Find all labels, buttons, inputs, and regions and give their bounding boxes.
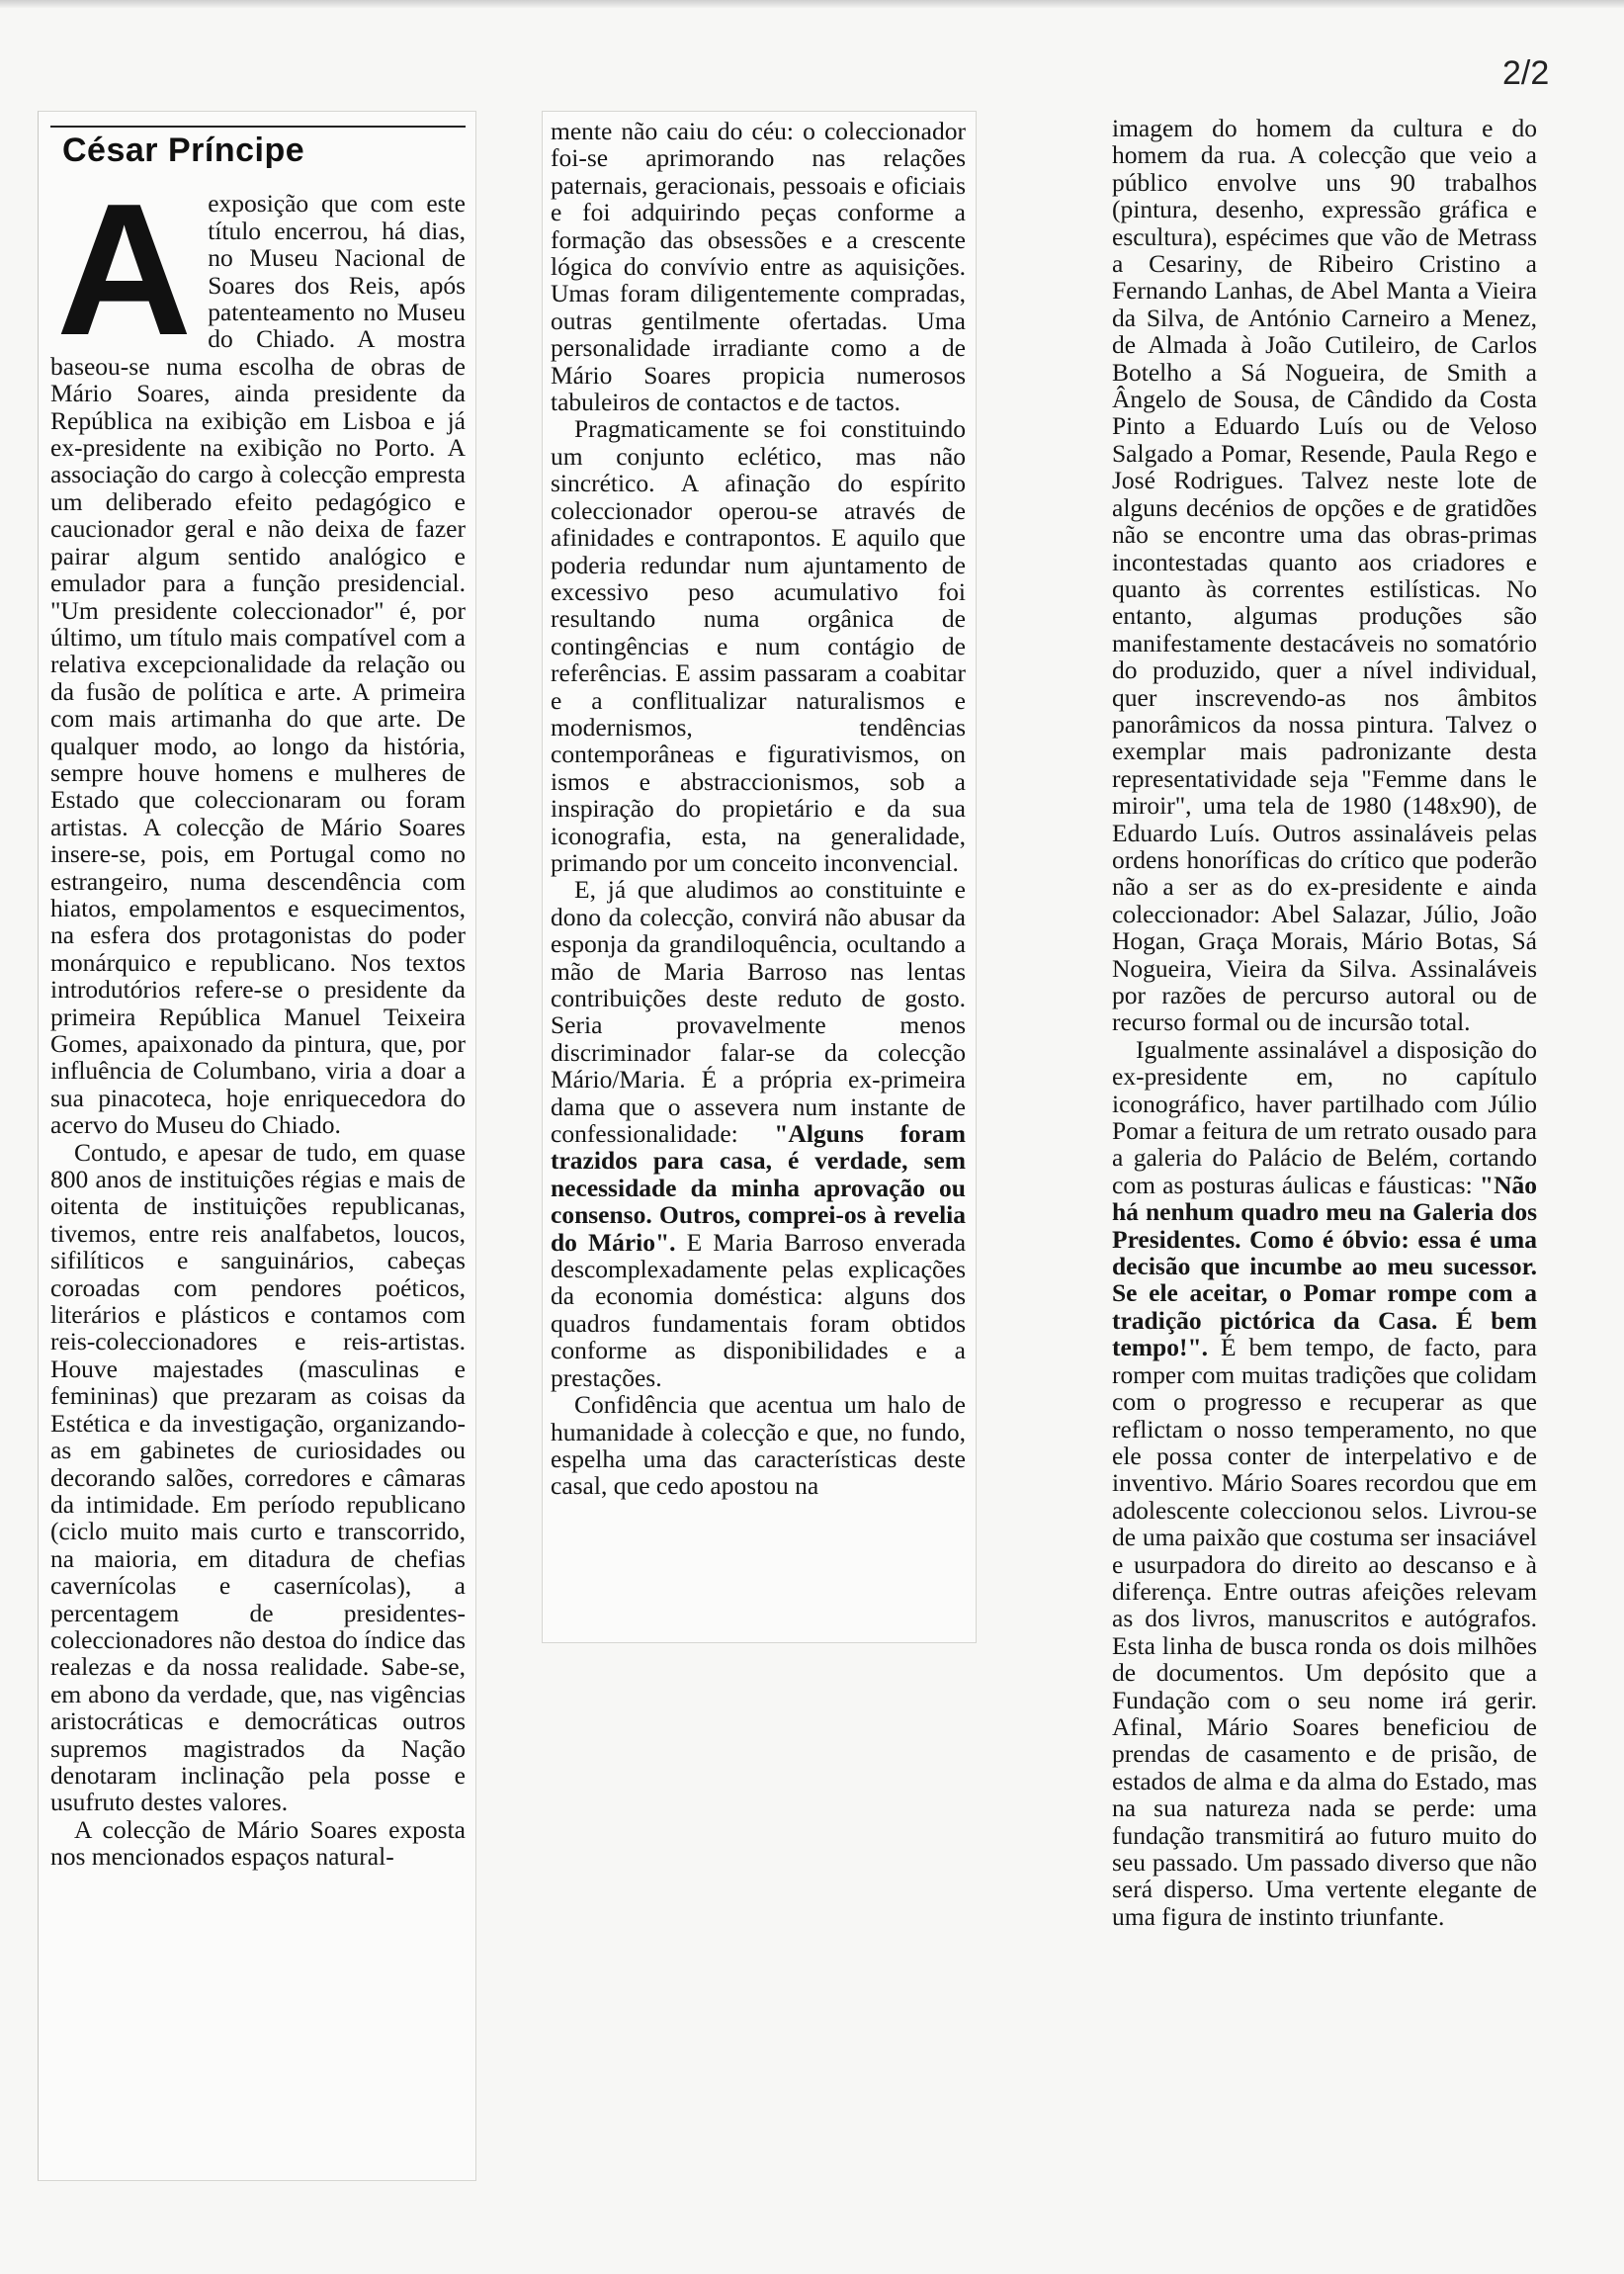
author-byline: César Príncipe	[62, 131, 305, 169]
article-column-3	[1102, 111, 1545, 1936]
page-top-edge	[0, 0, 1624, 8]
paragraph: imagem do homem da cultura e do homem da rua. A colecção que veio a público envolve uns 90 trabalhos (pintura, desenho, expressão gráfica e escultura), espécimes que vão de Metrass a Cesariny, de Ribeiro Cristino a Fernando Lanhas, de Abel Manta a Vieira da Silva, de António Carneiro a Menez, de Almada à João Cutileiro, de Carlos Botelho a Sá Nogueira, de Smith a Ângelo de Sousa, de Cândido da Costa Pinto a Eduardo Luís ou de Veloso Salgado a Pomar, Resende, Paula Rego e José Rodrigues. Talvez neste lote de alguns decénios de opções e de gratidões não se encontre uma das obras-primas incontestadas quanto aos criadores e quanto às correntes estilísticas. No entanto, algumas produções são manifestamente destacáveis no somatório do produzido, quer a nível individual, quer inscrevendo-as nos âmbitos panorâmicos da nossa pintura. Talvez o exemplar mais padronizante desta representatividade seja "Femme dans le miroir", uma tela de 1980 (148x90), de Eduardo Luís. Outros assinaláveis pelas ordens honoríficas do crítico que poderão não a ser as do ex-presidente e ainda coleccionador: Abel Salazar, Júlio, João Hogan, Graça Morais, Mário Botas, Sá Nogueira, Vieira da Silva. Assinaláveis por razões de percurso autoral ou de recurso formal ou de incursão total.	[1112, 114, 1537, 1037]
article-column-1	[38, 111, 476, 2181]
quote-maria-barroso: "Alguns foram trazidos para casa, é verdade, sem necessidade da minha aprovação ou consenso. Outros, comprei-os à revelia do Mário".	[551, 1119, 966, 1257]
paragraph: Pragmaticamente se foi constituindo um conjunto eclético, mas não sincrético. A afinação do espírito coleccionador operou-se através de afinidades e contrapontos. E aquilo que poderia redundar num ajuntamento de excessivo peso acumulativo foi resultando numa orgânica de contingências e num contágio de referências. E assim passaram a coabitar e a conflitualizar naturalismos e modernismos, tendências contemporâneas e figurativismos, on ismos e abstraccionismos, sob a inspiração do propietário e da sua iconografia, esta, na generalidade, primando por um conceito inconvencial.	[551, 414, 966, 877]
paragraph: exposição que com este título encerrou, há dias, no Museu Nacional de Soares dos Reis, após patenteamento no Museu do Chiado. A mostra baseou-se numa escolha de obras de Mário Soares, ainda presidente da República na exibição em Lisboa e já ex-presidente na exibição no Porto. A associação do cargo à colecção empresta um deliberado efeito pedagógico e caucionador geral e não deixa de fazer pairar algum sentido analógico e emulador para a função presidencial. "Um presidente coleccionador" é, por último, um título mais compatível com a relativa excepcionalidade da relação ou da fusão de política e arte. A primeira com mais artimanha do que arte. De qualquer modo, ao longo da história, sempre houve homens e mulheres de Estado que coleccionaram ou foram artistas. A colecção de Mário Soares insere-se, pois, em Portugal como no estrangeiro, numa descendência com hiatos, empolamentos e esquecimentos, na esfera dos protagonistas do poder monárquico e republicano. Nos textos introdutórios refere-se o presidente da primeira República Manuel Teixeira Gomes, apaixonado da pintura, que, por influência de Columbano, viria a doar a sua pinacoteca, hoje enriquecedora do acervo do Museu do Chiado.	[50, 189, 466, 1140]
title-rule	[50, 126, 466, 128]
drop-cap: A	[56, 165, 193, 376]
paragraph-text: E Maria Barroso enverada descomplexadamente pelas explicações da economia doméstica: alguns dos quadros fundamentais foram obtidos conforme as disponibilidades e a prestações.	[551, 1227, 967, 1392]
paragraph: Confidência que acentua um halo de humanidade à colecção e que, no fundo, espelha uma das características deste casal, que cedo apostou na	[551, 1390, 966, 1501]
paragraph	[1112, 1036, 1537, 1930]
article-column-2	[542, 111, 977, 1643]
paragraph-text: Igualmente assinalável a disposição do ex-presidente em, no capítulo iconográfico, haver partilhado com Júlio Pomar a feitura de um retrato ousado para a galeria do Palácio de Belém, cortando com as posturas áulicas e fáusticas:	[1112, 1034, 1537, 1199]
paragraph: A colecção de Mário Soares exposta nos mencionados espaços natural-	[50, 1814, 466, 1872]
paragraph-text: É bem tempo, de facto, para romper com muitas tradições que colidam com o progresso e recuperar as que reflictam o nosso temperamento, no que ele possa conter de interpelativo e de inventivo. Mário Soares recordou que em adolescente coleccionou selos. Livrou-se de uma paixão que costuma ser insaciável e usurpadora do direito ao descanso e à diferença. Entre outras afeições relevam as dos livros, manuscritos e autógrafos. Esta linha de busca ronda os dois milhões de documentos. Um depósito que a Fundação com o seu nome irá gerir. Afinal, Mário Soares beneficiou de prendas de casamento e de prisão, de estados de alma e da alma do Estado, mas na sua natureza nada se perde: uma fundação transmitirá ao futuro muito do seu passado. Um passado diverso que não será disperso. Uma vertente elegante de uma figura de instinto triunfante.	[1112, 1333, 1537, 1931]
paragraph: Contudo, e apesar de tudo, em quase 800 anos de instituições régias e mais de oitenta de instituições republicanas, tivemos, entre reis analfabetos, loucos, sifilíticos e sanguinários, cabeças coroadas com pendores poéticos, literários e plásticos e contamos com reis-coleccionadores e reis-artistas. Houve majestades (masculinas e femininas) que prezaram as coisas da Estética e da investigação, organizando-as em gabinetes de curiosidades ou decorando salões, corredores e câmaras da intimidade. Em período republicano (ciclo muito mais curto e transcorrido, na maioria, em ditadura de chefias cavernícolas e casernícolas), a percentagem de presidentes-coleccionadores não destoa do índice das realezas e da nossa realidade. Sabe-se, em abono da verdade, que, nas vigências aristocráticas e democráticas outros supremos magistrados da Nação denotaram inclinação pela posse e usufruto destes valores.	[50, 1137, 466, 1817]
quote-mario-soares: "Não há nenhum quadro meu na Galeria dos Presidentes. Como é óbvio: essa é uma decisão que incumbe ao meu sucessor. Se ele aceitar, o Pomar rompe com a tradição pictórica da Casa. É bem tempo!".	[1112, 1170, 1537, 1362]
paragraph	[551, 876, 966, 1391]
page-number: 2/2	[1502, 54, 1550, 92]
paragraph: mente não caiu do céu: o coleccionador foi-se aprimorando nas relações paternais, geracionais, pessoais e oficiais e foi adquirindo peças conforme a formação das obsessões e a crescente lógica do convívio entre as aquisições. Umas foram diligentemente compradas, outras gentilmente ofertadas. Uma personalidade irradiante como a de Mário Soares propicia numerosos tabuleiros de contactos e de tactos.	[551, 117, 966, 417]
paragraph-text: E, já que aludimos ao constituinte e dono da colecção, convirá não abusar da esponja da grandiloquência, ocultando a mão de Maria Barroso nas lentas contribuições deste reduto de gosto. Seria provavelmente menos discriminador falar-se da colecção Mário/Maria. É a própria ex-primeira dama que o assevera num instante de confessionalidade:	[551, 875, 966, 1149]
